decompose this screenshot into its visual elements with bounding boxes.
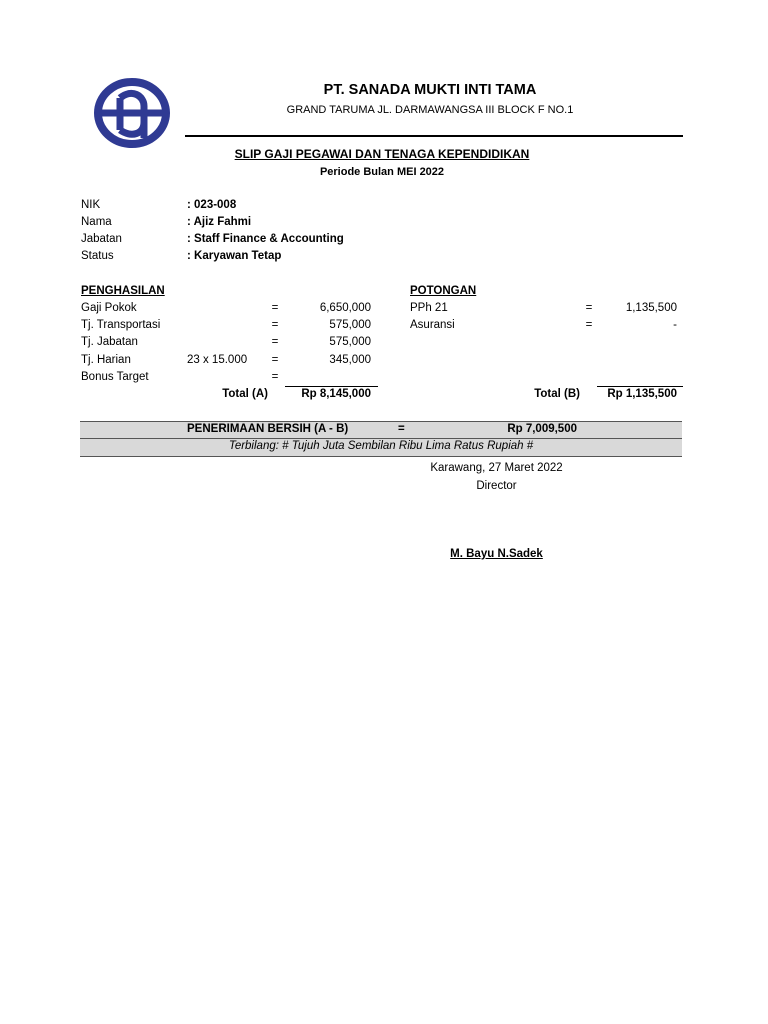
deduction-amount: -: [673, 319, 677, 331]
name-value: : Ajiz Fahmi: [187, 216, 252, 228]
earning-amount: 575,000: [329, 336, 371, 348]
nik-label: NIK: [81, 199, 101, 211]
earning-detail: 23 x 15.000: [187, 354, 248, 366]
earning-label: Bonus Target: [81, 371, 149, 383]
equals-sign: =: [271, 319, 279, 331]
earning-amount: 6,650,000: [319, 302, 371, 314]
earnings-total-value: Rp 8,145,000: [301, 388, 371, 400]
earnings-total-rule: [285, 386, 378, 387]
deduction-amount: 1,135,500: [625, 302, 677, 314]
company-name: PT. SANADA MUKTI INTI TAMA: [323, 82, 537, 98]
equals-sign: =: [398, 423, 405, 435]
signature-name: M. Bayu N.Sadek: [450, 548, 543, 560]
earnings-total-label: Total (A): [222, 388, 268, 400]
net-pay-value: Rp 7,009,500: [507, 423, 577, 435]
earning-amount: 345,000: [329, 354, 371, 366]
position-value: : Staff Finance & Accounting: [187, 233, 344, 245]
earning-label: Tj. Jabatan: [81, 336, 138, 348]
equals-sign: =: [271, 371, 279, 383]
equals-sign: =: [271, 354, 279, 366]
status-value: : Karyawan Tetap: [187, 250, 282, 262]
company-logo: [94, 78, 170, 148]
earning-label: Tj. Harian: [81, 354, 131, 366]
earning-label: Tj. Transportasi: [81, 319, 161, 331]
status-label: Status: [81, 250, 114, 262]
document-title: SLIP GAJI PEGAWAI DAN TENAGA KEPENDIDIKAN: [234, 147, 530, 161]
document-period: Periode Bulan MEI 2022: [319, 166, 445, 178]
signature-place-date: Karawang, 27 Maret 2022: [430, 462, 563, 474]
equals-sign: =: [271, 336, 279, 348]
equals-sign: =: [271, 302, 279, 314]
signature-role: Director: [476, 480, 517, 492]
deduction-label: Asuransi: [410, 319, 455, 331]
deductions-total-value: Rp 1,135,500: [607, 388, 677, 400]
nik-value: : 023-008: [187, 199, 237, 211]
net-pay-in-words: Terbilang: # Tujuh Juta Sembilan Ribu Lima Ratus Rupiah #: [228, 440, 534, 452]
net-pay-label: PENERIMAAN BERSIH (A - B): [187, 423, 349, 435]
name-label: Nama: [81, 216, 112, 228]
deduction-label: PPh 21: [410, 302, 448, 314]
earnings-heading: PENGHASILAN: [81, 285, 165, 297]
deductions-total-rule: [597, 386, 683, 387]
deductions-heading: POTONGAN: [410, 285, 477, 297]
earning-label: Gaji Pokok: [81, 302, 137, 314]
earning-amount: 575,000: [329, 319, 371, 331]
header-divider: [185, 135, 683, 137]
equals-sign: =: [585, 302, 593, 314]
company-address: GRAND TARUMA JL. DARMAWANGSA III BLOCK F NO.1: [286, 104, 574, 116]
position-label: Jabatan: [81, 233, 122, 245]
net-pay-divider: [80, 438, 682, 439]
deductions-total-label: Total (B): [534, 388, 580, 400]
equals-sign: =: [585, 319, 593, 331]
